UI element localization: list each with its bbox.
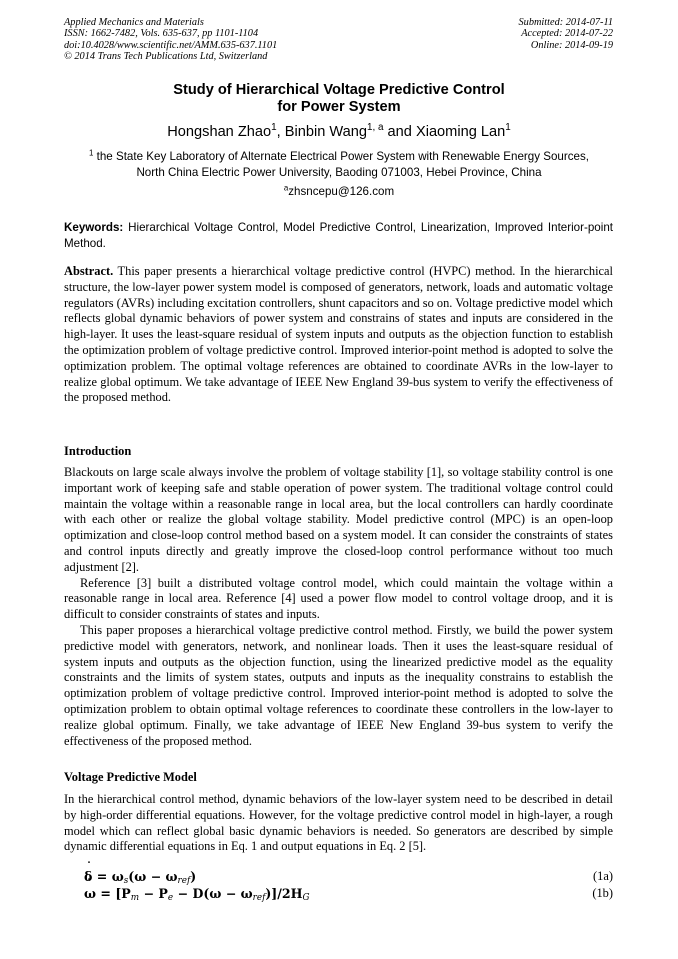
equation-1a (84, 869, 613, 886)
corresponding-email (60, 184, 618, 200)
author-2-affil: 1, a (366, 122, 384, 134)
voltage-predictive-model-body (64, 792, 613, 855)
affiliation-line-1: $^1$ the State Key Laboratory of Alternate Electrical Power System with Renewable Energy Sources, (89, 148, 589, 163)
journal-name: Applied Mechanics and Materials (64, 17, 204, 28)
keywords-label: Keywords: (64, 221, 124, 234)
journal-info (64, 17, 277, 62)
paragraph: This paper proposes a hierarchical voltage predictive control method. Firstly, we build the power system predictive model with generators, network, and nonlinear loads. Then it uses the least-square residual of system inputs and outputs as the objection function, using the linearized predictive model as the equality constraints and the limits of system states, outputs and inputs as the inequality constrains to establish the optimization problem of voltage predictive control. Improved interior-point method is adopted to solve the optimization problem to obtain optimal voltage references to coordinate these controllers in the low-layer to realize global optimum. Finally, we take advantage of IEEE New England 39-bus system to verify the effectiveness of the proposed method. (64, 622, 613, 748)
equation-1a-number: (1a) (593, 869, 613, 883)
accepted-date: Accepted: 2014-07-22 (521, 28, 613, 40)
author-3-affil: 1 (505, 122, 511, 134)
author-2: Binbin Wang (284, 124, 367, 140)
author-separator: and (383, 124, 416, 140)
paragraph: In the hierarchical control method, dynamic behaviors of the low-layer system need to be described in detail by high-order differential equations. However, for the voltage predictive control model in high-layer, a rough model which can reflect global basic dynamic behaviors is needed. So generators are described by simple dynamic differential equations in Eq. 1 and output equations in Eq. 2 [5]. (64, 792, 613, 854)
paper-title (60, 82, 618, 116)
doi-line: doi:10.4028/www.scientific.net/AMM.635-637.1101 (64, 39, 278, 51)
keywords-text: Hierarchical Voltage Control, Model Predictive Control, Linearization, Improved Interior-point Method. (64, 221, 613, 250)
equation-1b-math: ω ˙ = $[P_m - P_e - D(\omega - \omega_{ref})]/2H_G$ (84, 886, 310, 903)
section-heading-voltage-predictive-model: Voltage Predictive Model (64, 770, 197, 784)
equation-1a-math: δ ˙ = $\omega_s(\omega - \omega_{ref})$ (84, 869, 196, 886)
equation-1b-number: (1b) (592, 886, 613, 900)
author-separator: , (276, 124, 285, 140)
omega-dot: ω ˙ (84, 886, 96, 901)
abstract-text: This paper presents a hierarchical voltage predictive control (HVPC) method. In the hierarchical structure, the low-layer power system model is composed of generators, network, loads and automatic voltage regulators (AVRs) including excitation controllers, shunt capacitors and so on. Voltage predictive model which reflects global dynamic behaviors of power system and constrains of states and inputs are considered in the high-layer. It uses the least-square residual of system inputs and outputs as the objection function to establish the optimization problem of voltage predictive control. Improved interior-point method is adopted to solve the optimization problem. The optimal voltage references are obtained to coordinate AVRs in the low-layer to realize global optimum. We take advantage of IEEE New England 39-bus system to verify the effectiveness of the proposed method. (64, 264, 613, 405)
email-marker: a (283, 183, 289, 193)
affiliation-marker: 1 (89, 148, 94, 158)
abstract (64, 264, 613, 406)
equation-1b (84, 886, 613, 903)
author-3: Xiaoming Lan (415, 124, 506, 140)
paragraph: Blackouts on large scale always involve the problem of voltage stability [1], so voltage stability control is one important work of keeping safe and stable operation of power system. The traditional voltage control could maintain the voltage within a reasonable range in local area, but the local controllers can hardly coordinate with each other or realize the global voltage stability. Model predictive control (MPC) is an open-loop optimization and close-loop control method based on a system model. It can consider the constraints of states and control inputs directly and greatly improve the closed-loop control performance without too much adjustment [2]. (64, 465, 613, 574)
paragraph: Reference [3] built a distributed voltage control model, which could maintain the voltage within a reasonable range in local area. Reference [4] used a power flow model to control voltage droop, and it is difficult to consider constraints of states and inputs. (64, 575, 613, 622)
author-list (60, 123, 618, 141)
keywords (64, 220, 613, 252)
author-1: Hongshan Zhao (167, 124, 272, 140)
affiliation-line-2: North China Electric Power University, Baoding 071003, Hebei Province, China (136, 166, 542, 179)
affiliation (60, 149, 618, 181)
copyright-line: © 2014 Trans Tech Publications Ltd, Switzerland (64, 50, 268, 62)
title-line-2: for Power System (277, 99, 401, 115)
title-line-1: Study of Hierarchical Voltage Predictive Control (173, 82, 505, 98)
email-address: zhsncepu@126.com (288, 185, 395, 198)
introduction-body (64, 465, 613, 749)
online-date: Online: 2014-09-19 (530, 39, 613, 51)
delta-dot: δ ˙ (84, 869, 92, 884)
abstract-label: Abstract. (64, 264, 114, 278)
submission-dates (519, 17, 613, 51)
author-1-affil: 1 (271, 122, 277, 134)
submitted-date: Submitted: 2014-07-11 (518, 17, 613, 28)
section-heading-introduction: Introduction (64, 444, 132, 458)
issn-line: ISSN: 1662-7482, Vols. 635-637, pp 1101-1104 (64, 28, 259, 40)
